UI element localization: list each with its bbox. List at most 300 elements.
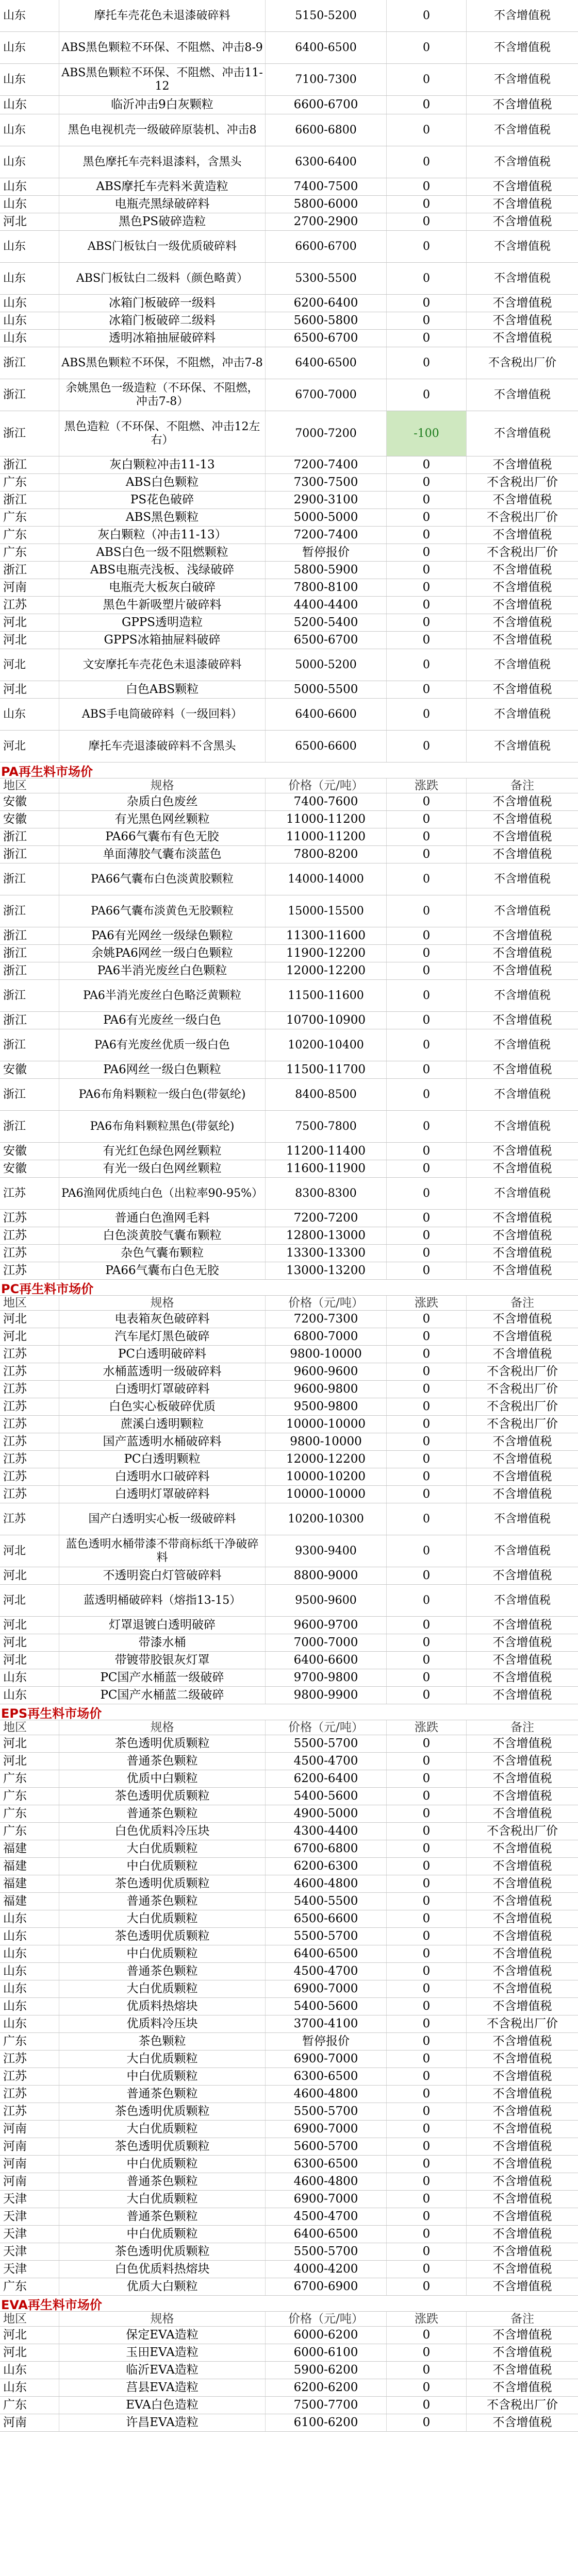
change-cell: 0	[387, 330, 467, 347]
note-cell: 不含增值税	[492, 1063, 552, 1077]
header-price-cell: 价格（元/吨）	[266, 1296, 387, 1310]
table-row	[0, 945, 578, 962]
table-row	[0, 2015, 578, 2033]
table-row	[0, 1893, 578, 1910]
header-spec-cell: 规格	[59, 1296, 266, 1310]
note-cell: 不含增值税	[492, 1772, 552, 1786]
price-cell: 7200-7200	[266, 1210, 387, 1227]
price-cell: 5900-6200	[266, 2362, 387, 2379]
note-cell: 不含增值税	[492, 2280, 552, 2294]
price-cell: 11500-11700	[266, 1061, 387, 1078]
spec-cell: PA66气囊布有色无胶	[59, 828, 266, 845]
region-cell: 河北	[0, 213, 59, 230]
change-cell: 0	[387, 1178, 467, 1209]
price-cell: 10000-10200	[266, 1468, 387, 1485]
region-cell: 江苏	[0, 1433, 59, 1450]
header-region-cell: 地区	[0, 1296, 59, 1310]
table-row	[0, 231, 578, 263]
note-cell: 不含增值税	[492, 2070, 552, 2083]
price-cell: 11600-11900	[266, 1160, 387, 1177]
note-cell: 不含增值税	[492, 683, 552, 697]
change-cell: 0	[387, 1893, 467, 1910]
section-title: EVA再生料市场价	[0, 2296, 578, 2312]
spec-cell: 普通白色渔网毛料	[59, 1210, 266, 1227]
table-row	[0, 1928, 578, 1945]
note-cell: 不含增值税	[492, 2105, 552, 2119]
change-cell: 0	[387, 32, 467, 63]
table-row	[0, 1963, 578, 1980]
region-cell: 河北	[0, 1652, 59, 1669]
note-cell: 不含增值税	[492, 1859, 552, 1873]
region-cell: 天津	[0, 2226, 59, 2243]
price-cell: 9800-10000	[266, 1433, 387, 1450]
region-cell: 河南	[0, 2173, 59, 2190]
table-row	[0, 1328, 578, 1346]
region-cell: 浙江	[0, 927, 59, 944]
table-row	[0, 527, 578, 544]
region-cell: 福建	[0, 1840, 59, 1857]
price-cell: 5150-5200	[266, 0, 387, 31]
price-cell: 2900-3100	[266, 492, 387, 509]
price-cell: 9600-9600	[266, 1363, 387, 1380]
price-cell: 6900-7000	[266, 1980, 387, 1997]
spec-cell: 蓝色透明水桶带漆不带商标纸干净破碎料	[59, 1535, 266, 1567]
price-section	[0, 0, 578, 762]
change-cell: 0	[387, 2226, 467, 2243]
price-cell: 暂停报价	[266, 2033, 387, 2050]
price-cell: 4300-4400	[266, 1823, 387, 1840]
region-cell: 河南	[0, 2121, 59, 2138]
region-cell: 山东	[0, 1910, 59, 1927]
note-cell: 不含增值税	[492, 1877, 552, 1891]
region-cell: 浙江	[0, 1029, 59, 1061]
region-cell: 山东	[0, 699, 59, 730]
spec-cell: 白色优质料冷压块	[59, 1823, 266, 1840]
spec-cell: PA6布角料颗粒黑色(带氨纶)	[59, 1111, 266, 1142]
spec-cell: 电瓶壳大板灰白破碎	[59, 579, 266, 596]
price-cell: 3700-4100	[266, 2015, 387, 2032]
table-row	[0, 32, 578, 64]
price-cell: 12800-13000	[266, 1227, 387, 1244]
change-cell: 0	[387, 295, 467, 312]
note-cell: 不含增值税	[493, 427, 551, 440]
region-cell: 天津	[0, 2208, 59, 2225]
spec-cell: 大白优质颗粒	[59, 2191, 266, 2208]
table-row	[0, 1029, 578, 1061]
region-cell: 山东	[0, 64, 59, 95]
note-cell: 不含增值税	[492, 2122, 552, 2136]
change-cell: 0	[387, 196, 467, 213]
change-cell: 0	[387, 895, 467, 927]
note-cell: 不含增值税	[492, 563, 552, 577]
price-cell: 6700-6800	[266, 1840, 387, 1857]
change-cell: 0	[387, 1111, 467, 1142]
note-cell: 不含增值税	[492, 581, 552, 595]
spec-cell: ABS电瓶壳浅板、浅绿破碎	[59, 562, 266, 579]
region-cell: 河南	[0, 2156, 59, 2173]
price-cell: 4000-4200	[266, 2261, 387, 2278]
change-cell: 0	[387, 1585, 467, 1616]
spec-cell: ABS白色颗粒	[59, 474, 266, 491]
region-cell: 江苏	[0, 1486, 59, 1503]
price-section	[0, 1280, 578, 1704]
spec-cell: 优质大白颗粒	[59, 2278, 266, 2295]
note-cell: 不含增值税	[493, 707, 551, 721]
table-row	[0, 2362, 578, 2379]
price-cell: 5200-5400	[266, 614, 387, 631]
region-cell: 江苏	[0, 1363, 59, 1380]
table-row	[0, 492, 578, 509]
price-cell: 6700-7000	[266, 379, 387, 411]
spec-cell: 蔗溪白透明颗粒	[59, 1416, 266, 1433]
spec-cell: EVA白色造粒	[59, 2397, 266, 2414]
change-cell: 0	[387, 1840, 467, 1857]
price-section	[0, 2296, 578, 2432]
spec-cell: 大白优质颗粒	[59, 1980, 266, 1997]
region-cell: 浙江	[0, 492, 59, 509]
region-cell: 浙江	[0, 945, 59, 962]
region-cell: 河北	[0, 649, 59, 681]
header-spec-cell: 规格	[59, 778, 266, 793]
region-cell: 浙江	[0, 456, 59, 473]
price-cell: 11000-11200	[266, 811, 387, 828]
price-cell: 8400-8500	[266, 1079, 387, 1110]
change-cell: 0	[387, 64, 467, 95]
price-cell: 7400-7500	[266, 178, 387, 195]
section-title: PA再生料市场价	[0, 762, 578, 778]
change-cell: 0	[387, 1735, 467, 1752]
change-cell: 0	[387, 1998, 467, 2015]
price-cell: 4500-4700	[266, 2208, 387, 2225]
table-row	[0, 1567, 578, 1585]
section-title: EPS再生料市场价	[0, 1704, 578, 1720]
table-row	[0, 681, 578, 699]
region-cell: 河南	[0, 2414, 59, 2431]
note-cell: 不含增值税	[492, 2157, 552, 2171]
region-cell: 广东	[0, 1823, 59, 1840]
spec-cell: PA6网丝一级白色颗粒	[59, 1061, 266, 1078]
table-row	[0, 927, 578, 945]
spec-cell: 普通茶色颗粒	[59, 1753, 266, 1770]
note-cell: 不含增值税	[492, 1013, 552, 1027]
note-cell: 不含增值税	[493, 41, 551, 54]
price-cell: 6000-6100	[266, 2344, 387, 2361]
table-row	[0, 1805, 578, 1823]
note-cell: 不含增值税	[492, 1789, 552, 1803]
change-cell: 0	[387, 2362, 467, 2379]
region-cell: 河北	[0, 1585, 59, 1616]
region-cell: 广东	[0, 1770, 59, 1787]
table-row	[0, 1669, 578, 1687]
price-cell: 11900-12200	[266, 945, 387, 962]
note-cell: 不含增值税	[492, 2175, 552, 2189]
table-row	[0, 1687, 578, 1704]
spec-cell: 国产白透明实心板一级破碎料	[59, 1503, 266, 1535]
region-cell: 安徽	[0, 811, 59, 828]
price-cell: 6000-6200	[266, 2327, 387, 2344]
table-row	[0, 1012, 578, 1029]
change-cell: 0	[387, 1160, 467, 1177]
region-cell: 山东	[0, 312, 59, 329]
change-cell: 0	[387, 980, 467, 1011]
spec-cell: 普通茶色颗粒	[59, 2208, 266, 2225]
change-cell: 0	[387, 597, 467, 614]
table-row	[0, 263, 578, 295]
note-cell: 不含增值税	[492, 1264, 552, 1278]
change-cell: 0	[387, 1928, 467, 1945]
note-cell: 不含增值税	[492, 215, 552, 229]
spec-cell: 带漆水桶	[59, 1634, 266, 1651]
change-cell: 0	[387, 811, 467, 828]
change-cell: 0	[387, 2138, 467, 2155]
table-row	[0, 96, 578, 114]
price-cell: 4500-4700	[266, 1753, 387, 1770]
region-cell: 广东	[0, 474, 59, 491]
note-cell: 不含增值税	[492, 2262, 552, 2276]
table-row	[0, 1160, 578, 1178]
note-cell: 不含增值税	[492, 2381, 552, 2395]
note-cell: 不含税出厂价	[487, 2017, 558, 2031]
change-cell: 0	[387, 681, 467, 698]
spec-cell: 国产蓝透明水桶破碎料	[59, 1433, 266, 1450]
spec-cell: 杂色气囊布颗粒	[59, 1245, 266, 1262]
note-cell: 不含增值税	[493, 1512, 551, 1526]
table-row	[0, 2033, 578, 2050]
region-cell: 山东	[0, 263, 59, 294]
spec-cell: ABS白色一级不阻燃颗粒	[59, 544, 266, 561]
spec-cell: 普通茶色颗粒	[59, 1893, 266, 1910]
change-cell: 0	[387, 312, 467, 329]
header-region-cell: 地区	[0, 2312, 59, 2326]
price-cell: 7500-7700	[266, 2397, 387, 2414]
spec-cell: 大白优质颗粒	[59, 1840, 266, 1857]
price-cell: 6900-7000	[266, 2121, 387, 2138]
note-cell: 不含增值税	[492, 493, 552, 507]
table-row	[0, 2173, 578, 2191]
table-row	[0, 793, 578, 811]
table-row	[0, 1245, 578, 1262]
change-cell: 0	[387, 1143, 467, 1160]
change-cell: 0	[387, 614, 467, 631]
table-row	[0, 2344, 578, 2362]
price-cell: 7000-7000	[266, 1634, 387, 1651]
region-cell: 江苏	[0, 2086, 59, 2103]
change-cell: 0	[387, 178, 467, 195]
change-cell: 0	[387, 699, 467, 730]
change-cell: 0	[387, 1503, 467, 1535]
price-cell: 9800-9900	[266, 1687, 387, 1704]
region-cell: 山东	[0, 0, 59, 31]
table-row	[0, 2138, 578, 2156]
note-cell: 不含增值税	[492, 1487, 552, 1501]
spec-cell: 电瓶壳黑绿破碎料	[59, 196, 266, 213]
header-price-cell: 价格（元/吨）	[266, 1720, 387, 1735]
note-cell: 不含增值税	[492, 2416, 552, 2430]
spec-cell: 透明冰箱抽屉破碎料	[59, 330, 266, 347]
price-cell: 6400-6500	[266, 347, 387, 379]
table-row	[0, 2050, 578, 2068]
header-note-cell: 备注	[510, 2312, 534, 2326]
spec-cell: PA6布角料颗粒一级白色(带氨纶)	[59, 1079, 266, 1110]
note-cell: 不含增值税	[492, 458, 552, 472]
price-cell: 6200-6400	[266, 295, 387, 312]
price-cell: 6600-6700	[266, 96, 387, 114]
price-cell: 6800-7000	[266, 1328, 387, 1345]
table-row	[0, 962, 578, 980]
price-cell: 7800-8200	[266, 846, 387, 863]
table-row	[0, 312, 578, 330]
table-row	[0, 1311, 578, 1328]
note-cell: 不含税出厂价	[487, 1417, 558, 1431]
price-cell: 5400-5500	[266, 1893, 387, 1910]
spec-cell: 余姚PA6网丝一级白色颗粒	[59, 945, 266, 962]
note-cell: 不含增值税	[492, 197, 552, 211]
note-cell: 不含增值税	[493, 1120, 551, 1133]
region-cell: 山东	[0, 1980, 59, 1997]
change-cell: 0	[387, 1079, 467, 1110]
region-cell: 浙江	[0, 828, 59, 845]
change-cell: 0	[387, 1910, 467, 1927]
note-cell: 不含增值税	[492, 1470, 552, 1484]
spec-cell: PC白透明颗粒	[59, 1451, 266, 1468]
spec-cell: PA6渔网优质纯白色（出粒率90-95%）	[59, 1178, 266, 1209]
header-region-cell: 地区	[0, 778, 59, 793]
change-cell: 0	[387, 846, 467, 863]
note-cell: 不含增值税	[492, 2192, 552, 2206]
price-cell: 6500-6600	[266, 1910, 387, 1927]
header-region-cell: 地区	[0, 1720, 59, 1735]
change-cell: 0	[387, 2033, 467, 2050]
change-cell: 0	[387, 2397, 467, 2414]
note-cell: 不含增值税	[492, 1636, 552, 1650]
note-cell: 不含增值税	[492, 929, 552, 943]
table-row	[0, 597, 578, 614]
region-cell: 江苏	[0, 597, 59, 614]
price-cell: 7200-7400	[266, 456, 387, 473]
region-cell: 河北	[0, 731, 59, 762]
table-row	[0, 2191, 578, 2208]
price-cell: 7100-7300	[266, 64, 387, 95]
change-cell: 0	[387, 1363, 467, 1380]
price-cell: 6400-6600	[266, 1652, 387, 1669]
price-cell: 10200-10300	[266, 1503, 387, 1535]
price-cell: 5300-5500	[266, 263, 387, 294]
change-cell: 0	[387, 1210, 467, 1227]
table-row	[0, 2278, 578, 2296]
table-row	[0, 1398, 578, 1416]
region-cell: 安徽	[0, 793, 59, 810]
price-cell: 暂停报价	[266, 544, 387, 561]
spec-cell: 普通茶色颗粒	[59, 2173, 266, 2190]
region-cell: 河北	[0, 2327, 59, 2344]
note-cell: 不含增值税	[492, 1894, 552, 1908]
region-cell: 浙江	[0, 379, 59, 411]
spec-cell: 大白优质颗粒	[59, 1910, 266, 1927]
price-cell: 11300-11600	[266, 927, 387, 944]
spec-cell: ABS门板钛白一级优质破碎料	[59, 231, 266, 262]
region-cell: 河北	[0, 1735, 59, 1752]
price-cell: 9700-9800	[266, 1669, 387, 1686]
table-row	[0, 213, 578, 231]
note-cell: 不含增值税	[492, 296, 552, 310]
note-cell: 不含增值税	[492, 1842, 552, 1856]
price-cell: 9300-9400	[266, 1535, 387, 1567]
change-cell: 0	[387, 1770, 467, 1787]
note-cell: 不含增值税	[492, 633, 552, 647]
price-cell: 6400-6600	[266, 699, 387, 730]
spec-cell: PC白透明破碎料	[59, 1346, 266, 1363]
change-cell: 0	[387, 1858, 467, 1875]
table-row	[0, 544, 578, 562]
spec-cell: 白色实心板破碎优质	[59, 1398, 266, 1415]
note-cell: 不含增值税	[492, 964, 552, 978]
region-cell: 山东	[0, 1687, 59, 1704]
spec-cell: 茶色颗粒	[59, 2033, 266, 2050]
price-cell: 2700-2900	[266, 213, 387, 230]
price-cell: 6200-6400	[266, 1770, 387, 1787]
note-cell: 不含增值税	[492, 1688, 552, 1702]
price-cell: 13000-13200	[266, 1262, 387, 1279]
note-cell: 不含增值税	[493, 904, 551, 918]
spec-cell: 莒县EVA造粒	[59, 2379, 266, 2396]
table-row	[0, 863, 578, 895]
price-cell: 12000-12200	[266, 1451, 387, 1468]
price-cell: 6300-6500	[266, 2156, 387, 2173]
spec-cell: GPPS冰箱抽屉料破碎	[59, 632, 266, 649]
note-cell: 不含增值税	[492, 1982, 552, 1996]
change-cell: 0	[387, 96, 467, 114]
spec-cell: 白透明灯罩破碎料	[59, 1381, 266, 1398]
spec-cell: ABS黑色颗粒不环保，不阻燃，冲击7-8	[59, 347, 266, 379]
change-cell: 0	[387, 1398, 467, 1415]
region-cell: 浙江	[0, 1079, 59, 1110]
region-cell: 山东	[0, 2362, 59, 2379]
region-cell: 安徽	[0, 1160, 59, 1177]
header-change-cell: 涨跌	[387, 2312, 467, 2326]
table-row	[0, 811, 578, 828]
section-title: PC再生料市场价	[0, 1280, 578, 1296]
price-cell: 4400-4400	[266, 597, 387, 614]
change-cell: 0	[387, 1687, 467, 1704]
region-cell: 天津	[0, 2243, 59, 2260]
region-cell: 河北	[0, 2344, 59, 2361]
table-header-row	[0, 1720, 578, 1735]
change-cell: 0	[387, 1433, 467, 1450]
spec-cell: PA66气囊布白色淡黄胶颗粒	[59, 863, 266, 895]
price-cell: 5400-5600	[266, 1788, 387, 1805]
table-row	[0, 1416, 578, 1433]
region-cell: 河北	[0, 614, 59, 631]
change-cell: 0	[387, 649, 467, 681]
change-cell: 0	[387, 527, 467, 544]
region-cell: 山东	[0, 1669, 59, 1686]
table-row	[0, 1753, 578, 1770]
change-cell: 0	[387, 1945, 467, 1962]
change-cell: 0	[387, 1669, 467, 1686]
change-cell: 0	[387, 2208, 467, 2225]
note-cell: 不含税出厂价	[487, 1400, 558, 1414]
region-cell: 山东	[0, 196, 59, 213]
price-cell: 6400-6500	[266, 1945, 387, 1962]
note-cell: 不含增值税	[492, 2140, 552, 2154]
note-cell: 不含增值税	[492, 1229, 552, 1243]
table-row	[0, 1823, 578, 1840]
region-cell: 广东	[0, 1788, 59, 1805]
spec-cell: 普通茶色颗粒	[59, 2086, 266, 2103]
change-cell: 0	[387, 731, 467, 762]
note-cell: 不含增值税	[492, 830, 552, 844]
price-cell: 5800-5900	[266, 562, 387, 579]
